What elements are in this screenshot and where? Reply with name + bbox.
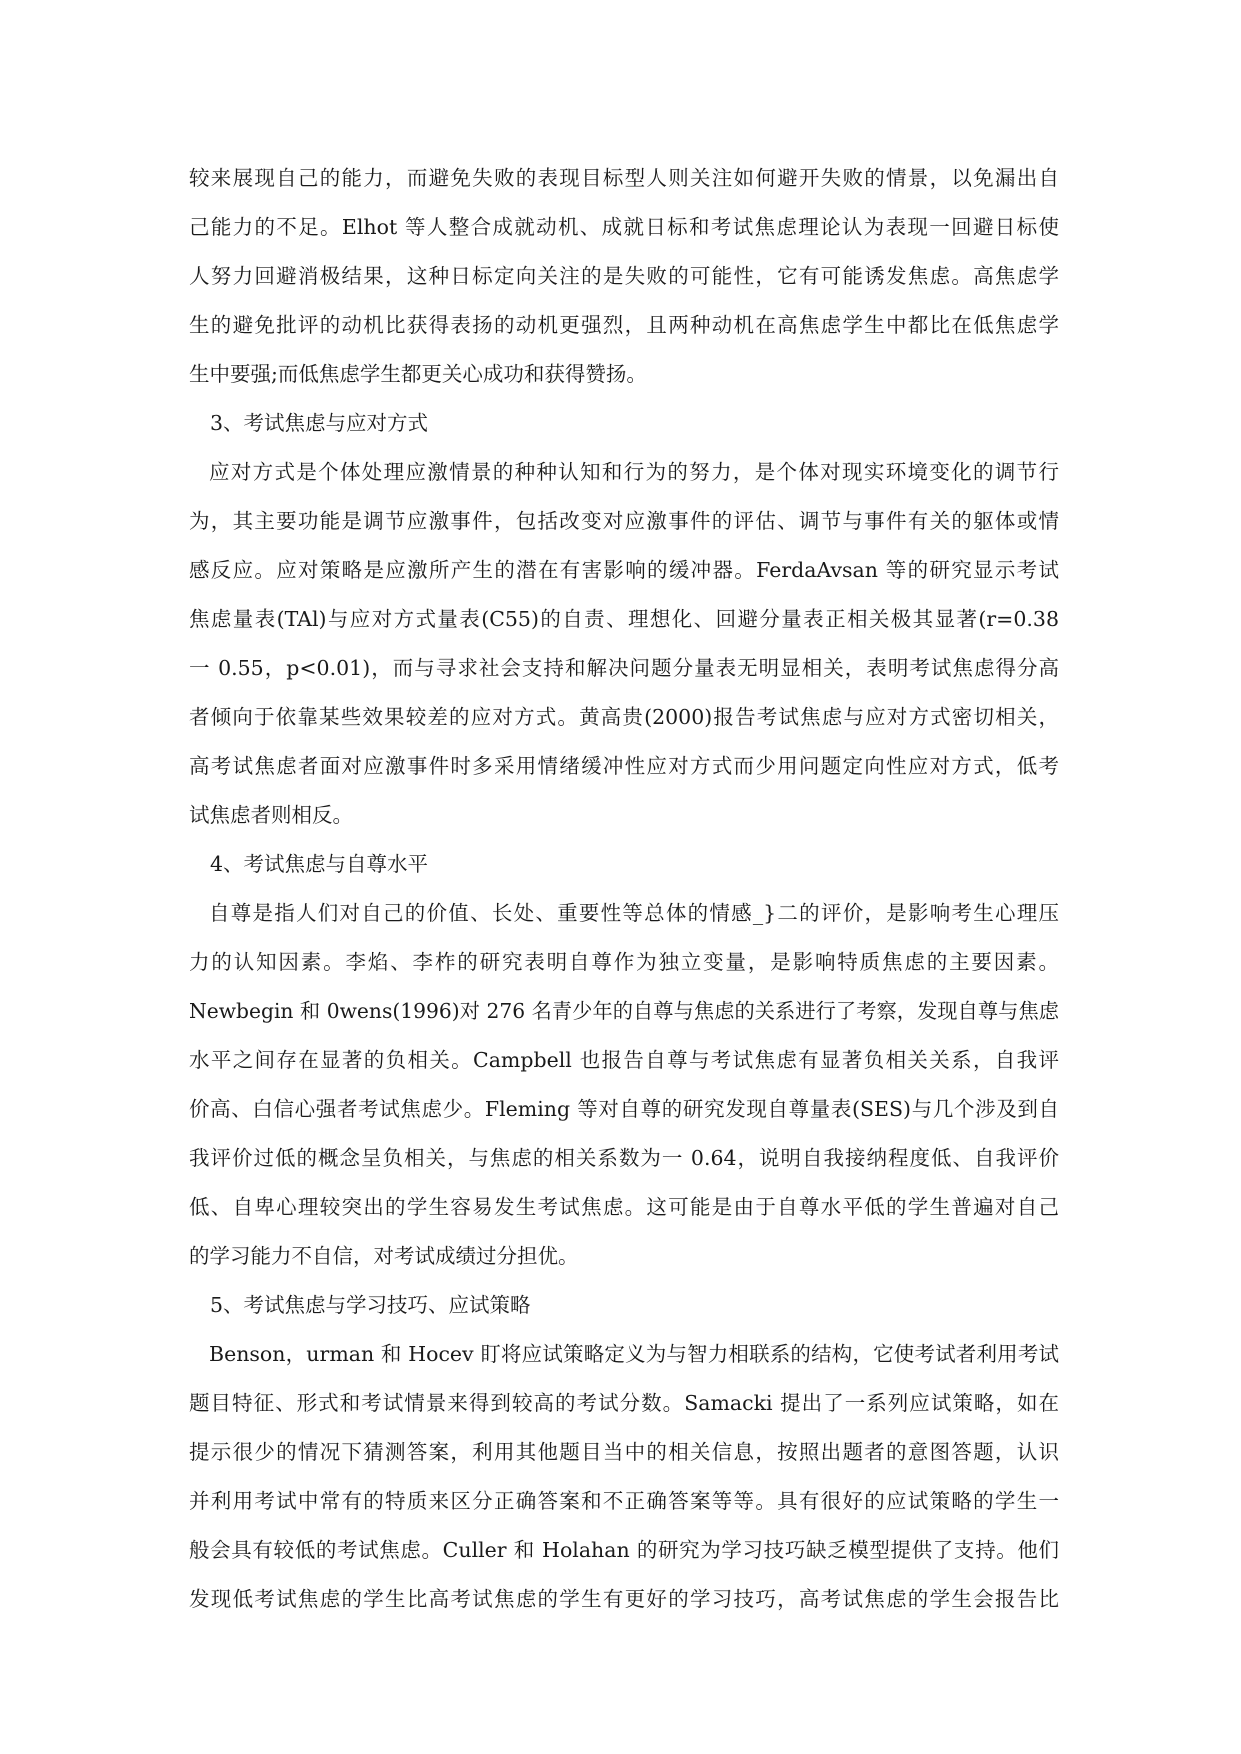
paragraph-line: 发现低考试焦虑的学生比高考试焦虑的学生有更好的学习技巧，高考试焦虑的学生会报告比	[189, 1587, 1059, 1611]
paragraph-line: 提示很少的情况下猜测答案，利用其他题目当中的相关信息，按照出题者的意图答题，认识	[189, 1440, 1059, 1464]
paragraph-line: 试焦虑者则相反。	[189, 803, 353, 827]
paragraph-line: 者倾向于依靠某些效果较差的应对方式。黄高贵(2000)报告考试焦虑与应对方式密切相关，	[189, 705, 1059, 729]
section-heading: 5、考试焦虑与学习技巧、应试策略	[210, 1293, 531, 1317]
paragraph-line: 我评价过低的概念呈负相关，与焦虑的相关系数为一 0.64，说明自我接纳程度低、自我评价	[189, 1146, 1059, 1170]
paragraph-line: 感反应。应对策略是应激所产生的潜在有害影响的缓冲器。FerdaAvsan 等的研究显示考试	[189, 558, 1059, 582]
paragraph-line: 一 0.55，p<0.01)，而与寻求社会支持和解决问题分量表无明显相关，表明考试焦虑得分高	[189, 656, 1059, 680]
paragraph-line: 题目特征、形式和考试情景来得到较高的考试分数。Samacki 提出了一系列应试策略，如在	[189, 1391, 1059, 1415]
paragraph-line: 价高、白信心强者考试焦虑少。Fleming 等对自尊的研究发现自尊量表(SES)与几个涉及到自	[189, 1097, 1059, 1121]
paragraph-line: 的学习能力不自信，对考试成绩过分担优。	[189, 1244, 579, 1268]
paragraph-line: Newbegin 和 0wens(1996)对 276 名青少年的自尊与焦虑的关系进行了考察，发现自尊与焦虑	[189, 999, 1059, 1023]
paragraph-line: 自尊是指人们对自己的价值、长处、重要性等总体的情感_}二的评价，是影响考生心理压	[209, 901, 1059, 925]
paragraph-line: 生的避免批评的动机比获得表扬的动机更强烈，且两种动机在高焦虑学生中都比在低焦虑学	[189, 313, 1059, 337]
paragraph-line: 高考试焦虑者面对应激事件时多采用情绪缓冲性应对方式而少用问题定向性应对方式，低考	[189, 754, 1059, 778]
paragraph-line: 较来展现自己的能力，而避免失败的表现目标型人则关注如何避开失败的情景，以免漏出自	[189, 166, 1059, 190]
paragraph-line: 应对方式是个体处理应激情景的种种认知和行为的努力，是个体对现实环境变化的调节行	[209, 460, 1059, 484]
paragraph-line: 并利用考试中常有的特质来区分正确答案和不正确答案等等。具有很好的应试策略的学生一	[189, 1489, 1059, 1513]
paragraph-line: 生中要强;而低焦虑学生都更关心成功和获得赞扬。	[189, 362, 647, 386]
section-heading: 4、考试焦虑与自尊水平	[210, 852, 429, 876]
paragraph-line: 力的认知因素。李焰、李柞的研究表明自尊作为独立变量，是影响特质焦虑的主要因素。	[189, 950, 1059, 974]
document-body	[189, 154, 1059, 1624]
paragraph-line: Benson，urman 和 Hocev 盯将应试策略定义为与智力相联系的结构，它使考试者利用考试	[209, 1342, 1059, 1366]
paragraph-line: 为，其主要功能是调节应激事件，包括改变对应激事件的评估、调节与事件有关的躯体或情	[189, 509, 1059, 533]
paragraph-line: 水平之间存在显著的负相关。Campbell 也报告自尊与考试焦虑有显著负相关关系，自我评	[189, 1048, 1059, 1072]
section-heading: 3、考试焦虑与应对方式	[210, 411, 429, 435]
paragraph-line: 己能力的不足。Elhot 等人整合成就动机、成就日标和考试焦虑理论认为表现一回避日标使	[189, 215, 1059, 239]
paragraph-line: 般会具有较低的考试焦虑。Culler 和 Holahan 的研究为学习技巧缺乏模型提供了支持。他们	[189, 1538, 1059, 1562]
paragraph-line: 焦虑量表(TAl)与应对方式量表(C55)的自责、理想化、回避分量表正相关极其显著(r=0.38	[189, 607, 1059, 631]
paragraph-line: 人努力回避消极结果，这种日标定向关注的是失败的可能性，它有可能诱发焦虑。高焦虑学	[189, 264, 1059, 288]
paragraph-line: 低、自卑心理较突出的学生容易发生考试焦虑。这可能是由于自尊水平低的学生普遍对自己	[189, 1195, 1059, 1219]
